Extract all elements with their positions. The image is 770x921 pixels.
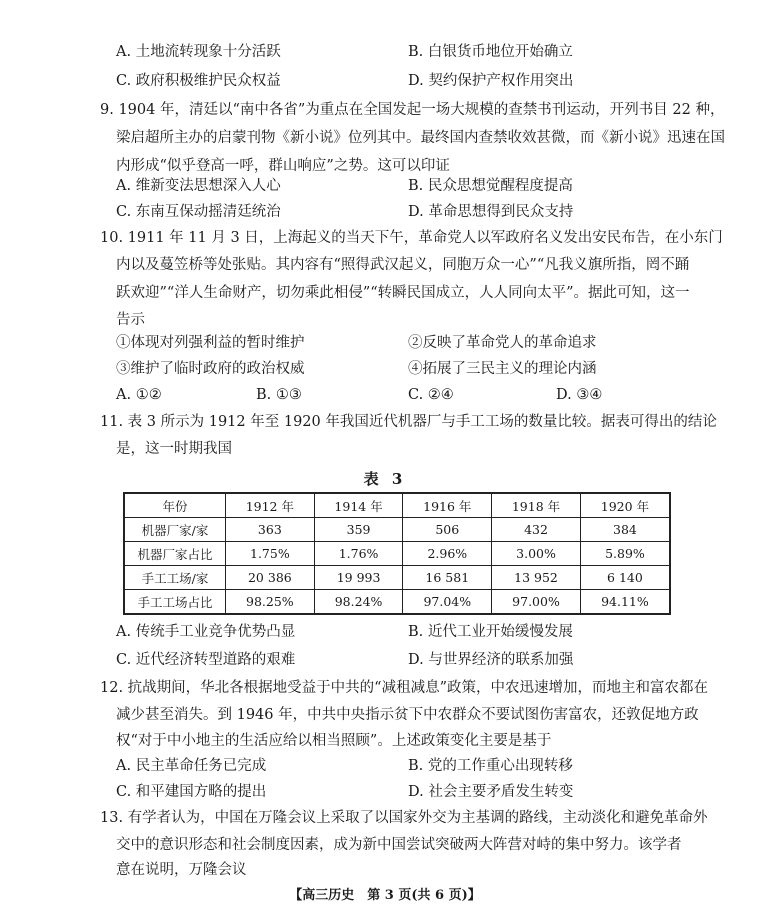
q9-stem-line: 9. 1904 年，清廷以“南中各省”为重点在全国发起一场大规模的查禁书刊运动，开列书目 22 种，: [100, 102, 725, 118]
table-title: 表 3: [363, 470, 407, 488]
table-cell: 363: [226, 518, 315, 542]
q10-item-2: ②反映了革命党人的革命追求: [408, 335, 597, 351]
q10-option-b: B. ①③: [256, 387, 302, 403]
data-table: [123, 492, 671, 615]
q10-option-a: A. ①②: [116, 387, 162, 403]
q10-stem-line: 10. 1911 年 11 月 3 日，上海起义的当天下午，革命党人以军政府名义发出安民布告，在小东门: [100, 230, 723, 246]
table-header-cell: 1916 年: [403, 493, 492, 518]
table-cell: 5.89%: [580, 542, 670, 566]
q9-option-d: D. 革命思想得到民众支持: [408, 204, 574, 220]
table-row: [124, 590, 670, 615]
table-header-cell: 1918 年: [492, 493, 581, 518]
q11-option-a: A. 传统手工业竞争优势凸显: [116, 624, 296, 640]
table-cell: 机器厂家/家: [124, 518, 226, 542]
table-cell: 1.75%: [226, 542, 315, 566]
q12-option-a: A. 民主革命任务已完成: [116, 758, 267, 774]
table-cell: 16 581: [403, 566, 492, 590]
table-cell: 6 140: [580, 566, 670, 590]
table-cell: 20 386: [226, 566, 315, 590]
q9-option-b: B. 民众思想觉醒程度提高: [408, 178, 573, 194]
table-cell: 97.04%: [403, 590, 492, 615]
q11-stem-line: 是，这一时期我国: [116, 441, 232, 457]
q12-stem-line: 权“对于中小地主的生活应给以相当照顾”。上述政策变化主要是基于: [116, 733, 552, 749]
table-row: [124, 518, 670, 542]
table-cell: 机器厂家占比: [124, 542, 226, 566]
q10-stem-line: 跃欢迎”“洋人生命财产，切勿乘此相侵”“转瞬民国成立，人人同向太平”。据此可知，这一: [116, 285, 690, 301]
table-cell: 98.25%: [226, 590, 315, 615]
q10-stem-line: 告示: [116, 312, 145, 328]
q13-stem-line: 13. 有学者认为，中国在万隆会议上采取了以国家外交为主基调的路线，主动淡化和避免革命外: [100, 810, 708, 826]
table-cell: 432: [492, 518, 581, 542]
q11-option-d: D. 与世界经济的联系加强: [408, 652, 574, 668]
table-header-cell: 年份: [124, 493, 226, 518]
table-header-cell: 1914 年: [314, 493, 403, 518]
table-header-row: [124, 493, 670, 518]
table-cell: 2.96%: [403, 542, 492, 566]
table-cell: 1.76%: [314, 542, 403, 566]
q10-stem-line: 内以及蔓笠桥等处张贴。其内容有“照得武汉起义，同胞万众一心”“凡我义旗所指，罔不踊: [116, 257, 690, 273]
q10-option-d: D. ③④: [556, 387, 603, 403]
table-row: [124, 566, 670, 590]
q11-option-c: C. 近代经济转型道路的艰难: [116, 652, 296, 668]
table-cell: 手工工场/家: [124, 566, 226, 590]
q12-stem-line: 减少甚至消失。到 1946 年，中共中央指示贫下中农群众不要试图伤害富农，还敦促地方政: [116, 707, 699, 723]
q9-option-a: A. 维新变法思想深入人心: [116, 178, 281, 194]
q10-option-c: C. ②④: [408, 387, 454, 403]
table-cell: 359: [314, 518, 403, 542]
table-cell: 97.00%: [492, 590, 581, 615]
q10-item-3: ③维护了临时政府的政治权威: [116, 361, 305, 377]
q12-option-c: C. 和平建国方略的提出: [116, 784, 267, 800]
q10-item-1: ①体现对列强利益的暂时维护: [116, 335, 305, 351]
q9-option-c: C. 东南互保动摇清廷统治: [116, 204, 281, 220]
table-cell: 384: [580, 518, 670, 542]
table-header-cell: 1920 年: [580, 493, 670, 518]
table-cell: 3.00%: [492, 542, 581, 566]
table-cell: 506: [403, 518, 492, 542]
q8-option-a: A. 土地流转现象十分活跃: [116, 44, 281, 60]
table-cell: 13 952: [492, 566, 581, 590]
q12-option-b: B. 党的工作重心出现转移: [408, 758, 573, 774]
q8-option-b: B. 白银货币地位开始确立: [408, 44, 573, 60]
page-footer: 【高三历史 第 3 页(共 6 页)】: [289, 888, 481, 903]
q13-stem-line: 意在说明，万隆会议: [116, 862, 247, 878]
q11-stem-line: 11. 表 3 所示为 1912 年至 1920 年我国近代机器厂与手工工场的数量比较。据表可得出的结论: [100, 414, 717, 430]
q9-stem-line: 内形成“似乎登高一呼，群山响应”之势。这可以印证: [116, 158, 450, 174]
q13-stem-line: 交中的意识形态和社会制度因素，成为新中国尝试突破两大阵营对峙的集中努力。该学者: [116, 837, 682, 853]
table-header-cell: 1912 年: [226, 493, 315, 518]
table-cell: 手工工场占比: [124, 590, 226, 615]
q8-option-d: D. 契约保护产权作用突出: [408, 73, 574, 89]
table-cell: 98.24%: [314, 590, 403, 615]
q9-stem-line: 梁启超所主办的启蒙刊物《新小说》位列其中。最终国内查禁收效甚微，而《新小说》迅速在国: [116, 130, 725, 146]
q11-option-b: B. 近代工业开始缓慢发展: [408, 624, 573, 640]
table-row: [124, 542, 670, 566]
table-cell: 94.11%: [580, 590, 670, 615]
q10-item-4: ④拓展了三民主义的理论内涵: [408, 361, 597, 377]
table-cell: 19 993: [314, 566, 403, 590]
q8-option-c: C. 政府积极维护民众权益: [116, 73, 281, 89]
q12-option-d: D. 社会主要矛盾发生转变: [408, 784, 574, 800]
q12-stem-line: 12. 抗战期间，华北各根据地受益于中共的“减租减息”政策，中农迅速增加，而地主和富农都在: [100, 680, 708, 696]
